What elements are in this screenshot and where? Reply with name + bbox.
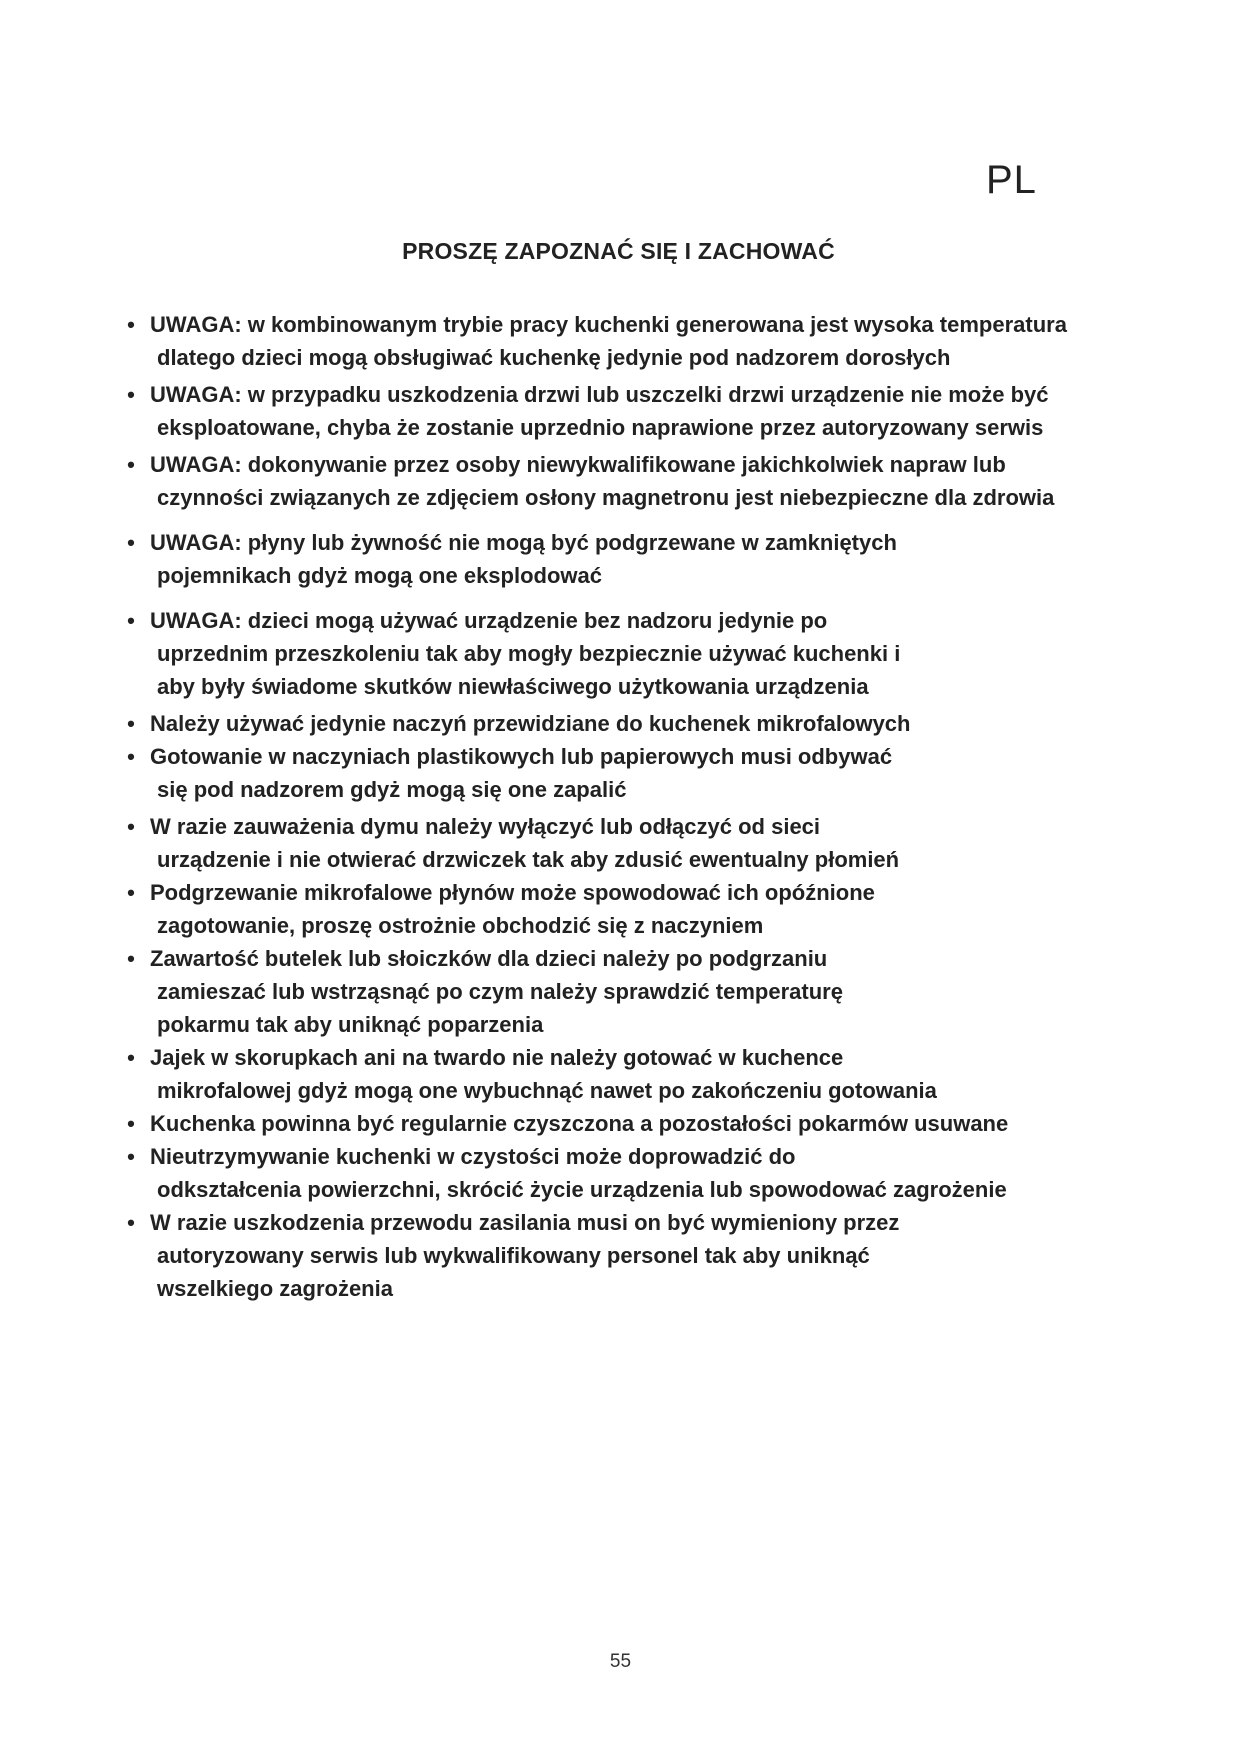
list-item-line: UWAGA: dokonywanie przez osoby niewykwalifikowane jakichkolwiek napraw lub (150, 452, 1006, 477)
list-item-line: Zawartość butelek lub słoiczków dla dzieci należy po podgrzaniu (150, 946, 828, 971)
list-item-line: UWAGA: w kombinowanym trybie pracy kuchenki generowana jest wysoka temperatura (150, 312, 1067, 337)
list-item-line: autoryzowany serwis lub wykwalifikowany personel tak aby uniknąć (157, 1243, 870, 1268)
list-item-line: uprzednim przeszkoleniu tak aby mogły bezpiecznie używać kuchenki i (157, 641, 901, 666)
list-item (124, 604, 1144, 703)
list-item (124, 1140, 1144, 1206)
list-item-line: dlatego dzieci mogą obsługiwać kuchenkę jedynie pod nadzorem dorosłych (157, 345, 951, 370)
list-item-line: urządzenie i nie otwierać drzwiczek tak aby zdusić ewentualny płomień (157, 847, 900, 872)
list-item-line: W razie uszkodzenia przewodu zasilania musi on być wymieniony przez (150, 1210, 900, 1235)
page-number: 55 (609, 1651, 632, 1672)
page-title (0, 238, 1241, 265)
list-item-line: aby były świadome skutków niewłaściwego użytkowania urządzenia (157, 674, 869, 699)
language-tag: PL (986, 158, 1037, 202)
bullet-icon: • (127, 608, 135, 633)
bullet-icon: • (127, 452, 135, 477)
bullet-icon: • (127, 814, 135, 839)
list-item-line: Jajek w skorupkach ani na twardo nie należy gotować w kuchence (150, 1045, 844, 1070)
list-item-line: Podgrzewanie mikrofalowe płynów może spowodować ich opóźnione (150, 880, 875, 905)
bullet-icon: • (127, 1045, 135, 1070)
list-item-line: odkształcenia powierzchni, skrócić życie urządzenia lub spowodować zagrożenie (157, 1177, 1007, 1202)
list-item-line: zamieszać lub wstrząsnąć po czym należy sprawdzić temperaturę (157, 979, 843, 1004)
bullet-icon: • (127, 946, 135, 971)
list-item-line: eksploatowane, chyba że zostanie uprzednio naprawione przez autoryzowany serwis (157, 415, 1044, 440)
list-item (124, 740, 1144, 806)
list-item (124, 1107, 1144, 1140)
list-item-line: W razie zauważenia dymu należy wyłączyć lub odłączyć od sieci (150, 814, 821, 839)
list-item-line: się pod nadzorem gdyż mogą się one zapalić (157, 777, 627, 802)
list-item-line: mikrofalowej gdyż mogą one wybuchnąć nawet po zakończeniu gotowania (157, 1078, 937, 1103)
list-item-line: zagotowanie, proszę ostrożnie obchodzić się z naczyniem (157, 913, 764, 938)
bullet-icon: • (127, 744, 135, 769)
bullet-icon: • (127, 1144, 135, 1169)
bullet-icon: • (127, 530, 135, 555)
bullet-icon: • (127, 711, 135, 736)
list-item (124, 876, 1144, 942)
bullet-icon: • (127, 382, 135, 407)
list-item (124, 942, 1144, 1041)
list-item-line: pokarmu tak aby uniknąć poparzenia (157, 1012, 544, 1037)
list-item-line: UWAGA: płyny lub żywność nie mogą być podgrzewane w zamkniętych (150, 530, 897, 555)
list-item (124, 448, 1144, 514)
list-item-line: UWAGA: dzieci mogą używać urządzenie bez nadzoru jedynie po (150, 608, 828, 633)
safety-instructions-list (124, 308, 1144, 1305)
list-item-line: czynności związanych ze zdjęciem osłony magnetronu jest niebezpieczne dla zdrowia (157, 485, 1055, 510)
list-item-line: wszelkiego zagrożenia (157, 1276, 393, 1301)
bullet-icon: • (127, 880, 135, 905)
list-item-line: pojemnikach gdyż mogą one eksplodować (157, 563, 602, 588)
list-item-line: UWAGA: w przypadku uszkodzenia drzwi lub uszczelki drzwi urządzenie nie może być (150, 382, 1049, 407)
list-item-line: Kuchenka powinna być regularnie czyszczona a pozostałości pokarmów usuwane (150, 1111, 1009, 1136)
list-item (124, 1041, 1144, 1107)
list-item (124, 1206, 1144, 1305)
page-title-text: PROSZĘ ZAPOZNAĆ SIĘ I ZACHOWAĆ (402, 238, 835, 264)
list-item-line: Gotowanie w naczyniach plastikowych lub papierowych musi odbywać (150, 744, 893, 769)
list-item (124, 378, 1144, 444)
bullet-icon: • (127, 1210, 135, 1235)
list-item (124, 810, 1144, 876)
list-item (124, 308, 1144, 374)
list-item (124, 707, 1144, 740)
list-item (124, 526, 1144, 592)
list-item-line: Nieutrzymywanie kuchenki w czystości może doprowadzić do (150, 1144, 796, 1169)
bullet-icon: • (127, 1111, 135, 1136)
list-item-line: Należy używać jedynie naczyń przewidziane do kuchenek mikrofalowych (150, 711, 911, 736)
bullet-icon: • (127, 312, 135, 337)
